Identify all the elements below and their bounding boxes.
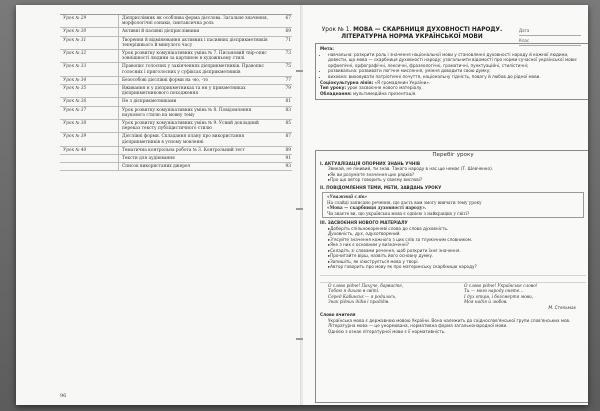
- lesson-type-label: Тип уроку:: [320, 85, 346, 91]
- poem-line: Моя надія й любов.: [464, 299, 508, 304]
- toc-topic: Дієприслівник як особлива форма дієслова. Загальне значення, морфологічні ознаки, синтаксична роль: [122, 16, 269, 27]
- toc-lesson-number: Урок № 37: [60, 107, 119, 119]
- toc-topic: Вживання н у дієприкметниках та нн у прикметниках дієприкметникового походження: [122, 86, 246, 97]
- lesson-type-value: урок засвоєння нового матеріалу.: [347, 85, 423, 91]
- task-item: ▸ Доберіть спільнокореневі слова до слова духовність.: [320, 226, 586, 232]
- task-item: ▸ Автор говорить про мову як про материнську скарбницю народу?: [320, 264, 586, 270]
- poem-line: Ти — мого народу святе…: [464, 288, 524, 293]
- equipment-label: Обладнання:: [320, 90, 352, 96]
- equipment-value: мультимедійна презентація.: [352, 90, 417, 96]
- task-title: «Уважний слів»: [327, 194, 368, 199]
- toc-lesson-number: Урок № 36: [60, 98, 119, 105]
- toc-lesson-number: Урок № 40: [60, 147, 119, 154]
- task-item: ▸ Яке з них є основним у визначенні?: [320, 242, 586, 248]
- poem-line: Знак рідних дідів і прадідів.: [328, 299, 390, 304]
- poem-column-left: [328, 283, 450, 305]
- poem-column-right: [464, 283, 586, 305]
- poem-author: М. Стельмах: [548, 304, 576, 310]
- toc-topic: Урок розвитку комунікативних умінь № 8. Повідомлення наукового стилю на мовну тему: [122, 107, 252, 118]
- toc-page-number: 83: [285, 107, 291, 113]
- goals-label: Мета:: [320, 46, 334, 51]
- class-field[interactable]: Клас: [519, 36, 581, 46]
- toc-page-number: 69: [285, 29, 291, 35]
- toc-topic: Творення й відмінювання активних і пасивних дієприкметників теперішнього й минулого часу: [122, 37, 268, 48]
- table-of-contents: [60, 14, 292, 171]
- toc-page-number: 71: [285, 37, 291, 43]
- goal-item: • виховна: виховувати патріотичні почуття, національну гідність, повагу й любов до рідної мови.: [328, 74, 586, 80]
- poem-line: Тобою я дихаю в світі.: [328, 288, 380, 293]
- toc-lesson-number: Урок № 39: [60, 133, 119, 145]
- toc-lesson-number: Урок № 29: [60, 15, 119, 27]
- teacher-text: Літературна мова — це унормована, нормативна форма загальнонародної мови.: [328, 323, 508, 328]
- task-line: На слайді записано речення, що дасть вам змогу вивчати тему уроку: [327, 199, 482, 205]
- lesson-progress-box: [315, 150, 588, 403]
- toc-topic: Дієслівні форми. Складання плану про використання дієприкметників в усному мовленні: [122, 134, 245, 145]
- poem-line: Серед Кабинськ — я родилось,: [328, 293, 397, 299]
- toc-row: [60, 15, 292, 28]
- toc-page-number: 93: [285, 164, 291, 170]
- toc-topic: Урок розвитку комунікативних умінь № 9. Усний докладний переказ тексту публіцистичного стилю: [122, 121, 259, 132]
- task-item: ▸ З'ясуйте значення кожного з цих слів за тлумачним словником.: [320, 237, 586, 243]
- toc-page-number: 77: [285, 77, 291, 83]
- stage-heading: I. АКТУАЛІЗАЦІЯ ОПОРНИХ ЗНАНЬ УЧНІВ: [320, 160, 421, 166]
- task-box: [322, 192, 584, 218]
- poem-line: І дух отців, і безсмертя мови,: [464, 293, 534, 299]
- left-page: [16, 5, 301, 405]
- toc-row: [60, 28, 292, 36]
- toc-lesson-number: Урок № 33: [60, 63, 119, 75]
- right-page: [303, 5, 588, 405]
- goal-item: • навчальна: розкрити роль і значення національної мови у становленні духовності народу й кожної людини, довести, що мова — скарбниця духовності народу; узагальнити відомості про норми сучасної української мови: орфоепічні, орфографічні, лексичні, фразеологічні, граматичні, пунктуаційні, стилістичні;: [328, 52, 586, 69]
- toc-lesson-number: [60, 155, 119, 162]
- toc-lesson-number: Урок № 32: [60, 50, 119, 62]
- lesson-number: Урок № 1.: [321, 27, 352, 33]
- toc-row: [60, 98, 292, 106]
- stage-heading: III. ЗАСВОЄННЯ НОВОГО МАТЕРІАЛУ: [320, 220, 408, 225]
- teacher-words-heading: Слово вчителя: [320, 312, 356, 317]
- toc-topic: Тексти для аудіювання: [122, 156, 175, 162]
- date-field[interactable]: Дата: [519, 26, 581, 36]
- toc-row: [60, 120, 292, 133]
- question-item: ▸ Як ви розумієте значення цих рядків?: [320, 172, 586, 178]
- toc-row: [60, 85, 292, 98]
- toc-page-number: 75: [285, 64, 291, 70]
- toc-lesson-number: Урок № 35: [60, 85, 119, 97]
- toc-topic: Активні й пасивні дієприслівники: [122, 29, 200, 35]
- goal-item: • розвивальна: розвивати логічне мислення, уміння доводити свою думку;: [328, 68, 586, 74]
- toc-page-number: 85: [285, 121, 291, 127]
- poem-block: [320, 283, 586, 305]
- toc-page-number: 81: [285, 99, 291, 105]
- task-item: ▸ Складіть зі словами речення, щоб розкрити їхнє значення.: [320, 248, 586, 254]
- toc-topic: Урок розвитку комунікативних умінь № 7. Письмовий твір-опис зовнішності людини за картиною в художньому стилі: [122, 51, 267, 62]
- toc-page-number: 73: [285, 51, 291, 57]
- progress-title: Перебіг уроку: [432, 152, 474, 158]
- toc-topic: Список використаних джерел: [122, 164, 191, 170]
- page-number-left: 96: [60, 393, 67, 399]
- toc-page-number: 91: [285, 156, 291, 162]
- competence-value: «Я громадянин України».: [374, 79, 431, 85]
- stage-text: Звикай, не лінивий, ти знав. Такого народу в нас ще немає (Т. Шевченко).: [328, 166, 494, 171]
- toc-lesson-number: [60, 163, 119, 170]
- toc-page-number: 87: [285, 134, 291, 140]
- toc-row: [60, 155, 292, 163]
- toc-row: [60, 163, 292, 171]
- toc-row: [60, 107, 292, 120]
- toc-lesson-number: Урок № 30: [60, 28, 119, 35]
- poem-line: О слово рідне! Українське слово!: [464, 282, 538, 288]
- toc-lesson-number: Урок № 34: [60, 77, 119, 84]
- teacher-text: Українська мова є державною мовою України. Вона належить до східнослов'янської групи слов'янських мов.: [328, 317, 571, 323]
- toc-row: [60, 50, 292, 63]
- toc-row: [60, 63, 292, 76]
- toc-topic: Правопис голосних у закінченнях дієприкметників. Правопис голосних і приголосних у суфіксах дієприкметників: [122, 64, 264, 75]
- toc-row: [60, 133, 292, 146]
- goals-list: [320, 52, 586, 80]
- lesson-title-main: МОВА — СКАРБНИЦЯ ДУХОВНОСТІ НАРОДУ.: [353, 27, 503, 33]
- lesson-title: [311, 27, 513, 41]
- toc-lesson-number: Урок № 31: [60, 37, 119, 49]
- toc-page-number: 79: [285, 86, 291, 92]
- task-line: «Мова — скарбниця духовності народу».: [327, 205, 427, 210]
- toc-row: [60, 37, 292, 50]
- question-item: ▸ Про що автор говорить у своєму вислові?: [320, 177, 586, 183]
- teacher-text: Однією з ознак літературної мови є її нормативність.: [328, 328, 446, 334]
- stage-heading: II. ПОВІДОМЛЕННЯ ТЕМИ, МЕТИ, ЗАВДАНЬ УРОКУ: [320, 184, 442, 190]
- toc-page-number: 89: [285, 147, 291, 153]
- task-item: ▸ Запишіть, як ілюструється мова у творі.: [320, 259, 586, 265]
- task-line: Чи знаєте ви, що українська мова є однією з найкращих у світі?: [327, 210, 470, 216]
- toc-topic: Тематична контрольна робота № 3. Контрольний тест: [122, 147, 245, 153]
- task-item: Духовність, дух, одухотворений.: [328, 231, 401, 236]
- poem-line: О слово рідне! Пахуче, барвисте,: [328, 282, 404, 288]
- lesson-title-line2: ЛІТЕРАТУРНА НОРМА УКРАЇНСЬКОЇ МОВИ: [341, 34, 483, 41]
- toc-row: [60, 147, 292, 155]
- toc-topic: Не з дієприкметниками: [122, 99, 177, 105]
- task-item: ▸ Прочитайте вірш, назвіть його основну думку.: [320, 253, 586, 259]
- toc-lesson-number: Урок № 38: [60, 120, 119, 132]
- toc-topic: Безособові дієслівні форми на -но, -то: [122, 77, 209, 83]
- competence-label: Соціокультурна лінія:: [320, 79, 374, 85]
- equipment-line: [320, 91, 586, 97]
- lesson-goals-box: [315, 43, 588, 100]
- toc-row: [60, 77, 292, 85]
- open-workbook: [16, 5, 588, 405]
- toc-page-number: 67: [285, 16, 291, 21]
